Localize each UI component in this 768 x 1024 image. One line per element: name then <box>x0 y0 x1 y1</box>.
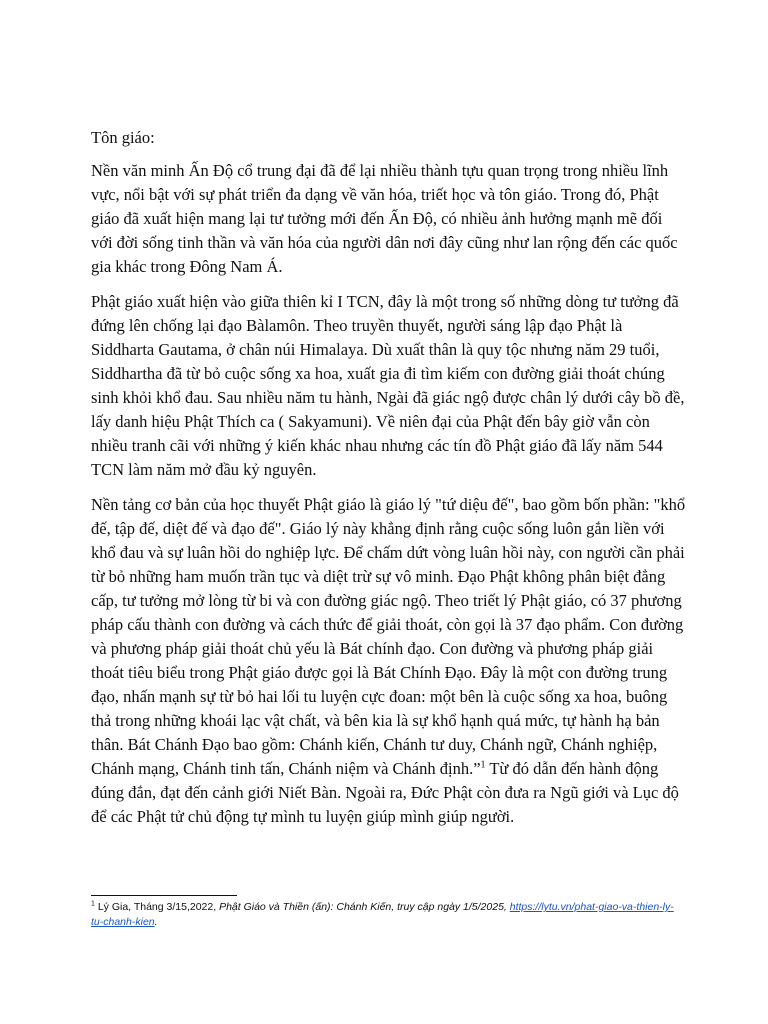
footnote-number: 1 <box>91 900 95 908</box>
footnote-title: Phật Giáo và Thiền (ấn): Chánh Kiến <box>219 901 392 913</box>
paragraph-1: Nền văn minh Ấn Độ cổ trung đại đã để lại nhiều thành tựu quan trọng trong nhiều lĩnh vực, nổi bật với sự phát triển đa dạng về văn hóa, triết học và tôn giáo. Trong đó, Phật giáo đã xuất hiện mang lại tư tưởng mới đến Ấn Độ, có nhiều ảnh hưởng mạnh mẽ đối với đời sống tinh thần và văn hóa của người dân nơi đây cũng như lan rộng đến các quốc gia khác trong Đông Nam Á. <box>91 161 678 276</box>
footnote-author-date: Lý Gia, Tháng 3/15,2022, <box>94 901 220 913</box>
paragraph-2: Phật giáo xuất hiện vào giữa thiên kỉ I TCN, đây là một trong số những dòng tư tưởng đã đứng lên chống lại đạo Bàlamôn. Theo truyền thuyết, người sáng lập đạo Phật là Siddharta Gautama, ở chân núi Himalaya. Dù xuất thân là quy tộc nhưng năm 29 tuổi, Siddhartha đã từ bỏ cuộc sống xa hoa, xuất gia đi tìm kiếm con đường giải thoát chúng sinh khỏi khổ đau. Sau nhiều năm tu hành, Ngài đã giác ngộ được chân lý dưới cây bồ đề, lấy danh hiệu Phật Thích ca ( Sakyamuni). Về niên đại của Phật đến bây giờ vẫn còn nhiều tranh cãi với những ý kiến khác nhau nhưng các tín đồ Phật giáo đã lấy năm 544 TCN làm năm mở đầu kỷ nguyên. <box>91 292 685 479</box>
footnote-separator <box>91 895 237 896</box>
section-heading: Tôn giáo: <box>91 128 155 147</box>
paragraph-3-text-b: Từ đó dẫn đến hành động đúng đắn, đạt đến cảnh giới Niết Bàn. Ngoài ra, Đức Phật còn đưa ra Ngũ giới và Lục độ để các Phật tử chủ động tự mình tu luyện giúp mình giúp người. <box>91 759 679 826</box>
footnote-reference[interactable]: 1 <box>480 759 486 771</box>
footnote-link[interactable]: https://lytu.vn/phat-giao-va-thien-ly-tu-chanh-kien <box>91 901 674 928</box>
document-body <box>91 126 686 840</box>
paragraph-3 <box>91 493 686 829</box>
footnote <box>91 900 683 930</box>
footnote-access-date: , truy cập ngày 1/5/2025, <box>391 901 510 913</box>
paragraph-3-text-a: Nền tảng cơ bản của học thuyết Phật giáo là giáo lý "tứ diệu đế", bao gồm bốn phần: "khổ đế, tập đế, diệt đế và đạo đế". Giáo lý này khẳng định rằng cuộc sống luôn gắn liền với khổ đau và sự luân hồi do nghiệp lực. Để chấm dứt vòng luân hồi này, con người cần phải từ bỏ những ham muốn trần tục và diệt trừ sự vô minh. Đạo Phật không phân biệt đẳng cấp, tư tưởng mở lòng từ bi và con đường giác ngộ. Theo triết lý Phật giáo, có 37 phương pháp cấu thành con đường và cách thức để giải thoát, còn gọi là 37 đạo phẩm. Con đường và phương pháp giải thoát chủ yếu là Bát chính đạo. Con đường và phương pháp giải thoát tiêu biểu trong Phật giáo được gọi là Bát Chính Đạo. Đây là một con đường trung đạo, nhấn mạnh sự từ bỏ hai lối tu luyện cực đoan: một bên là cuộc sống xa hoa, buông thả trong những khoái lạc vật chất, và bên kia là sự khổ hạnh quá mức, tự hành hạ bản thân. Bát Chánh Đạo bao gồm: Chánh kiến, Chánh tư duy, Chánh ngữ, Chánh nghiệp, Chánh mạng, Chánh tinh tấn, Chánh niệm và Chánh định.” <box>91 495 686 778</box>
footnote-end: . <box>154 916 158 928</box>
